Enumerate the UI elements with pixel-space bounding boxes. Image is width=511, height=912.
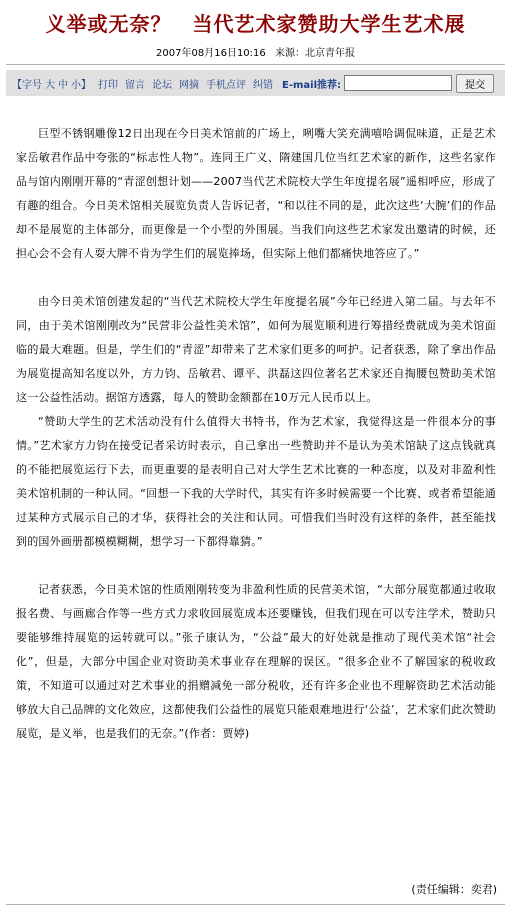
article-body [16, 122, 496, 746]
font-size-small-link[interactable]: 小】 [71, 79, 91, 91]
forum-link[interactable]: 论坛 [152, 79, 172, 91]
email-recommend-label: E-mail推荐: [282, 79, 342, 91]
article-paragraph: 由今日美术馆创建发起的“当代艺术院校大学生年度提名展”今年已经进入第二届。与去年不同，由于美术馆刚刚改为“民营非公益性美术馆”，如何为展览顺利进行筹措经费就成为美术馆面临的最大难题。但是，学生们的“青涩”却带来了艺术家们更多的呵护。记者获悉，除了拿出作品为展览提高知名度以外，方力钧、岳敏君、谭平、洪磊这四位著名艺术家还自掏腰包赞助美术馆这一公益性活动。据馆方透露，每人的赞助金额都在10万元人民币以上。 [16, 295, 496, 404]
publish-date: 2007年08月16日10:16 [156, 48, 266, 59]
article-paragraph: 记者获悉，今日美术馆的性质刚刚转变为非盈利性质的民营美术馆，“大部分展览都通过收取报名费、与画廊合作等一些方式力求收回展览成本还要赚钱，但我们现在可以专注学术，赞助只要能够维持展览的运转就可以。”张子康认为，“公益”最大的好处就是推动了现代美术馆“社会化”，但是，大部分中国企业对资助美术事业存在理解的误区。“很多企业不了解国家的税收政策，不知道可以通过对艺术事业的捐赠减免一部分税收，还有许多企业也不理解资助艺术活动能够放大自己品牌的文化效应，这都使我们公益性的展览只能艰难地进行‘公益’，艺术家们此次赞助展览，是义举，也是我们的无奈。”(作者：贾婷) [16, 583, 496, 740]
article-paragraph: “赞助大学生的艺术活动没有什么值得大书特书，作为艺术家，我觉得这是一件很本分的事情。”艺术家方力钧在接受记者采访时表示，自己拿出一些赞助并不是认为美术馆缺了这点钱就真的不能把展览运行下去，而更重要的是表明自己对大学生艺术比赛的一种态度，以及对非盈利性美术馆机制的一种认同。“回想一下我的大学时代，其实有许多时候需要一个比赛、或者希望能通过某种方式展示自己的才华，获得社会的关注和认同。可惜我们当时没有这样的条件，甚至能找到的国外画册都模模糊糊，想学习一下都得靠猜。” [16, 415, 496, 548]
article-source: 来源：北京青年报 [274, 48, 355, 59]
bottom-divider [6, 904, 505, 905]
mobile-review-link[interactable]: 手机点评 [206, 79, 246, 91]
responsible-editor: (责任编辑：奕君) [411, 883, 497, 896]
font-size-label: 【字号 [12, 79, 42, 91]
wangzhai-link[interactable]: 网摘 [179, 79, 199, 91]
article-title: 义举或无奈？ 当代艺术家赞助大学生艺术展 [45, 12, 466, 36]
article-toolbar [6, 70, 505, 96]
correction-link[interactable]: 纠错 [253, 79, 273, 91]
font-size-medium-link[interactable]: 中 [58, 79, 68, 91]
font-size-big-link[interactable]: 大 [45, 79, 55, 91]
print-link[interactable]: 打印 [98, 79, 118, 91]
message-link[interactable]: 留言 [125, 79, 145, 91]
submit-button[interactable]: 提交 [456, 74, 494, 93]
article-paragraph: 巨型不锈钢雕像12日出现在今日美术馆前的广场上，咧嘴大笑充满嘻哈调侃味道，正是艺术家岳敏君作品中夸张的“标志性人物”。连同王广义、隋建国几位当红艺术家的新作，这些名家作品与馆内刚刚开幕的“青涩创想计划——2007当代艺术院校大学生年度提名展”遥相呼应，形成了有趣的组合。今日美术馆相关展览负责人告诉记者，“和以往不同的是，此次这些‘大腕’们的作品却不是展览的主体部分，而更像是一个小型的外围展。当我们向这些艺术家发出邀请的时候，还担心会不会有人耍大牌不肯为学生们的展览捧场，但实际上他们都痛快地答应了。” [16, 127, 496, 260]
email-input[interactable] [344, 75, 452, 91]
article-meta [0, 44, 511, 59]
divider [6, 64, 505, 65]
